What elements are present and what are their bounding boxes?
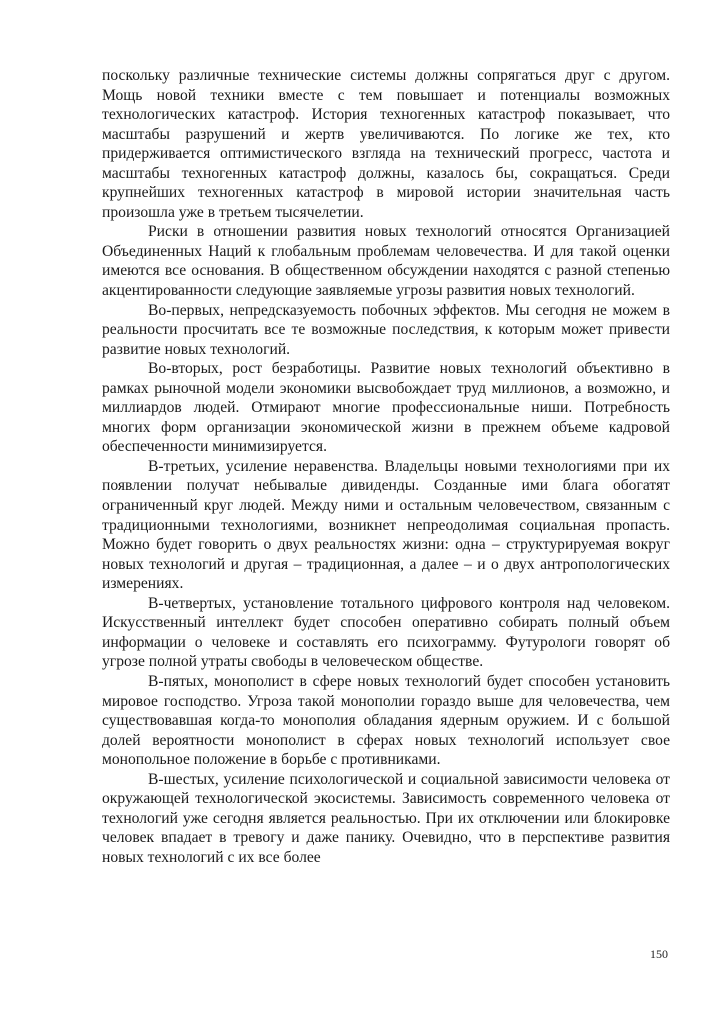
paragraph-third-threat: В-третьих, усиление неравенства. Владельцы новыми технологиями при их появлении получат небывалые дивиденды. Созданные ими блага обогатят ограниченный круг людей. Между ними и остальным человечеством, связанным с традиционными технологиями, возникнет непреодолимая социальная пропасть. Можно будет говорить о двух реальностях жизни: одна – структурируемая вокруг новых технологий и другая – традиционная, а далее – и о двух антропологических измерениях.: [102, 457, 670, 593]
paragraph-first-threat: Во-первых, непредсказуемость побочных эффектов. Мы сегодня не можем в реальности просчитать все те возможные последствия, к которым может привести развитие новых технологий.: [102, 301, 670, 358]
page-number: 150: [650, 947, 668, 961]
paragraph-fifth-threat: В-пятых, монополист в сфере новых технологий будет способен установить мировое господство. Угроза такой монополии гораздо выше для человечества, чем существовавшая когда-то монополия обладания ядерным оружием. И с большой долей вероятности монополист в сферах новых технологий использует свое монопольное положение в борьбе с противниками.: [102, 672, 670, 769]
paragraph-second-threat: Во-вторых, рост безработицы. Развитие новых технологий объективно в рамках рыночной модели экономики высвобождает труд миллионов, а возможно, и миллиардов людей. Отмирают многие профессиональные ниши. Потребность многих форм организации экономической жизни в прежнем объеме кадровой обеспеченности минимизируется.: [102, 360, 670, 456]
paragraph-sixth-threat: В-шестых, усиление психологической и социальной зависимости человека от окружающей технологической экосистемы. Зависимость современного человека от технологий уже сегодня является реальностью. При их отключении или блокировке человек впадает в тревогу и даже панику. Очевидно, что в перспективе развития новых технологий с их все более: [102, 770, 670, 866]
page-body: [102, 66, 670, 867]
paragraph-un-risks: Риски в отношении развития новых технологий относятся Организацией Объединенных Наций к глобальным проблемам человечества. И для такой оценки имеются все основания. В общественном обсуждении находятся с разной степенью акцентированности следующие заявляемые угрозы развития новых технологий.: [102, 223, 670, 300]
paragraph-fourth-threat: В-четвертых, установление тотального цифрового контроля над человеком. Искусственный интеллект будет способен оперативно собирать полный объем информации о человеке и составлять его психограмму. Футурологи говорят об угрозе полной утраты свободы в человеческом обществе.: [102, 594, 670, 671]
paragraph-continuation: поскольку различные технические системы должны сопрягаться друг с другом. Мощь новой техники вместе с тем повышает и потенциалы возможных технологических катастроф. История техногенных катастроф показывает, что масштабы разрушений и жертв увеличиваются. По логике же тех, кто придерживается оптимистического взгляда на технический прогресс, частота и масштабы техногенных катастроф должны, казалось бы, сокращаться. Среди крупнейших техногенных катастроф в мировой истории значительная часть произошла уже в третьем тысячелетии.: [102, 67, 670, 221]
